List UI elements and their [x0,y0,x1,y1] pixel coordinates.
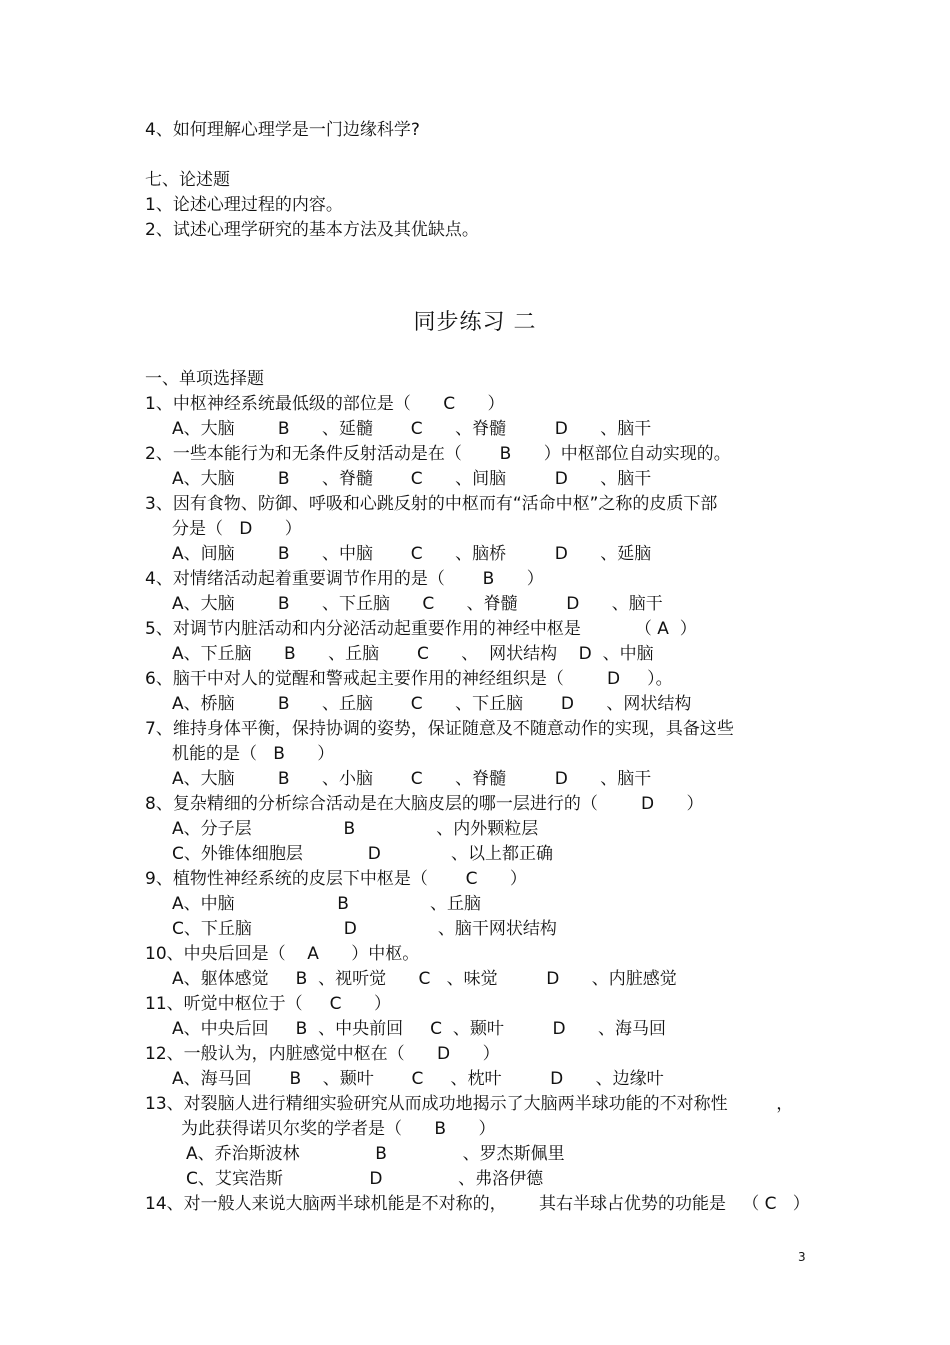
page-title: 同步练习 二 [413,310,537,335]
question-11: 11、听觉中枢位于（ C ） [145,994,391,1014]
section-heading-single-choice: 一、单项选择题 [145,369,264,389]
question-6: 6、脑干中对人的觉醒和警戒起主要作用的神经组织是（ D ）。 [145,669,673,689]
question-4: 4、对情绪活动起着重要调节作用的是（ B ） [145,569,544,589]
question-5-options: A、下丘脑 B 、丘脑 C 、 网状结构 D 、中脑 [172,644,654,664]
question-3-line-1: 3、因有食物、防御、呼吸和心跳反射的中枢而有“活命中枢”之称的皮质下部 [145,494,718,514]
question-9-options-cd: C、下丘脑 D 、脑干网状结构 [172,919,557,939]
question-7-line-1: 7、维持身体平衡，保持协调的姿势，保证随意及不随意动作的实现，具备这些 [145,719,734,739]
question-2-options: A、大脑 B 、脊髓 C 、间脑 D 、脑干 [172,469,652,489]
question-6-options: A、桥脑 B 、丘脑 C 、下丘脑 D 、网状结构 [172,694,692,714]
question-2: 2、一些本能行为和无条件反射活动是在（ B ）中枢部位自动实现的。 [145,444,731,464]
essay-question-1: 1、论述心理过程的内容。 [145,195,343,215]
question-13-line-1: 13、对裂脑人进行精细实验研究从而成功地揭示了大脑两半球功能的不对称性 ， [145,1094,794,1114]
essay-question-2: 2、试述心理学研究的基本方法及其优缺点。 [145,220,479,240]
question-11-options: A、中央后回 B 、中央前回 C 、颞叶 D 、海马回 [172,1019,666,1039]
question-3-options: A、间脑 B 、中脑 C 、脑桥 D 、延脑 [172,544,652,564]
question-7-line-2: 机能的是（ B ） [172,744,335,764]
essay-section-heading: 七、论述题 [145,170,230,190]
question-8-options-cd: C、外锥体细胞层 D 、以上都正确 [172,844,554,864]
question-4-options: A、大脑 B 、下丘脑 C 、脊髓 D 、脑干 [172,594,663,614]
question-1: 1、中枢神经系统最低级的部位是（ C ） [145,394,505,414]
prev-question-4: 4、如何理解心理学是一门边缘科学? [145,120,420,140]
question-8: 8、复杂精细的分析综合活动是在大脑皮层的哪一层进行的（ D ） [145,794,704,814]
page-number: 3 [798,1250,806,1264]
question-3-line-2: 分是（ D ） [172,519,302,539]
question-10: 10、中央后回是（ A ）中枢。 [145,944,420,964]
question-13-options-cd: C、艾宾浩斯 D 、弗洛伊德 [186,1169,544,1189]
question-5: 5、对调节内脏活动和内分泌活动起重要作用的神经中枢是 （ A ） [145,619,697,639]
question-13-options-ab: A、乔治斯波林 B 、罗杰斯佩里 [186,1144,565,1164]
question-14: 14、对一般人来说大脑两半球机能是不对称的， 其右半球占优势的功能是 （ C ） [145,1194,810,1214]
question-1-options: A、大脑 B 、延髓 C 、脊髓 D 、脑干 [172,419,652,439]
question-12: 12、一般认为，内脏感觉中枢在（ D ） [145,1044,500,1064]
question-9-options-ab: A、中脑 B 、丘脑 [172,894,482,914]
question-9: 9、植物性神经系统的皮层下中枢是（ C ） [145,869,527,889]
question-7-options: A、大脑 B 、小脑 C 、脊髓 D 、脑干 [172,769,652,789]
question-13-line-2: 为此获得诺贝尔奖的学者是（ B ） [181,1119,496,1139]
question-12-options: A、海马回 B 、颞叶 C 、枕叶 D 、边缘叶 [172,1069,664,1089]
question-8-options-ab: A、分子层 B 、内外颗粒层 [172,819,539,839]
question-10-options: A、躯体感觉 B 、视听觉 C 、味觉 D 、内脏感觉 [172,969,677,989]
